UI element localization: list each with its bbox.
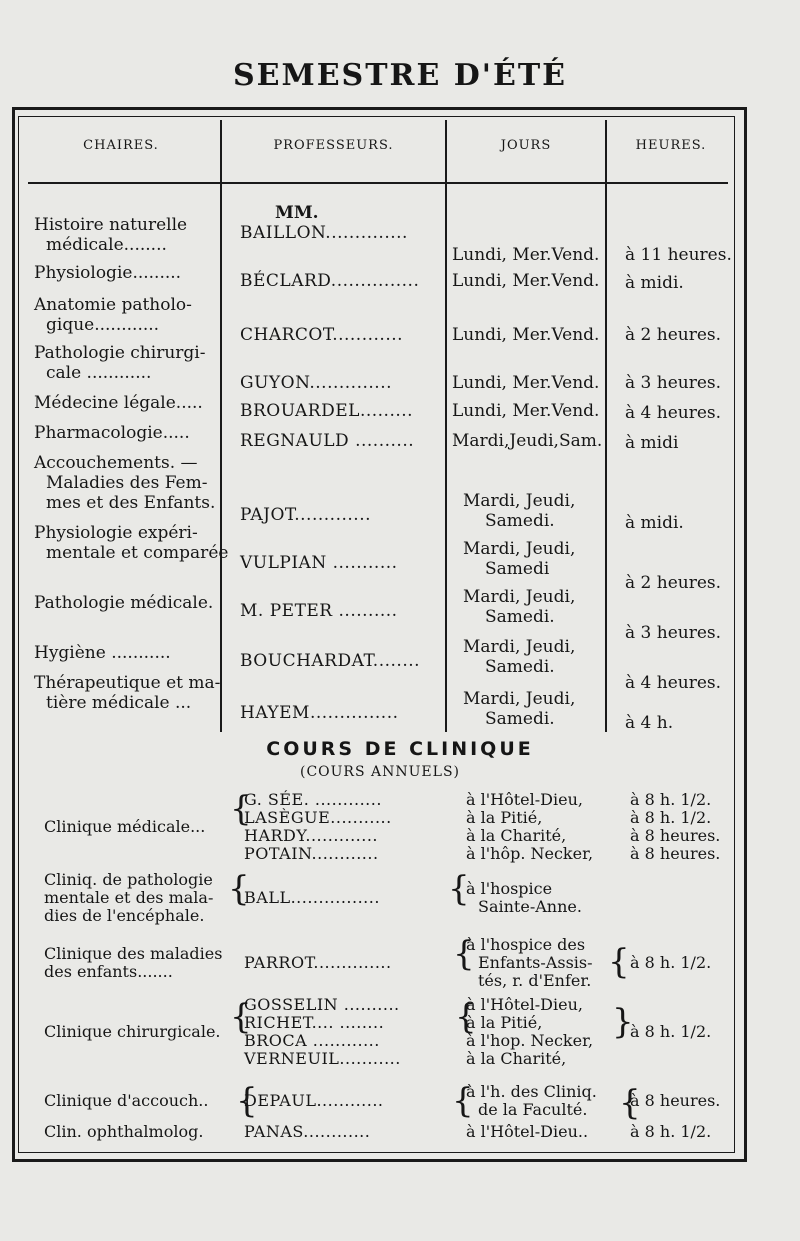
header-heures: HEURES. xyxy=(635,138,707,153)
jours-value: Mardi, Jeudi, xyxy=(463,587,576,607)
clinique-heure: à 8 heures. xyxy=(630,844,721,863)
clinique-professor-name: POTAIN............ xyxy=(244,844,379,863)
clinique-lieu: à l'hop. Necker, xyxy=(466,1031,594,1050)
heure-value: à midi. xyxy=(625,513,684,533)
chaire-label: tière médicale ... xyxy=(46,693,192,713)
clinique-lieu: tés, r. d'Enfer. xyxy=(478,971,592,990)
chaire-label: Hygiène ........... xyxy=(34,643,171,663)
professor-name: CHARCOT............ xyxy=(240,325,404,345)
clinique-lieu: à la Charité, xyxy=(466,826,567,845)
professor-name: BOUCHARDAT........ xyxy=(240,651,421,671)
chaire-label: Histoire naturelle xyxy=(34,215,188,235)
clinique-title: COURS DE CLINIQUE xyxy=(266,738,534,760)
clinique-lieu: à la Pitié, xyxy=(466,808,543,827)
heure-value: à 3 heures. xyxy=(625,623,722,643)
jours-value: Samedi xyxy=(485,559,550,579)
heure-value: à 2 heures. xyxy=(625,573,722,593)
brace-mark: { xyxy=(228,869,250,909)
heure-value: à 3 heures. xyxy=(625,373,722,393)
professor-name: BAILLON.............. xyxy=(240,223,408,243)
clinique-lieu: à l'h. des Cliniq. xyxy=(466,1082,597,1101)
jours-value: Mardi, Jeudi, xyxy=(463,689,576,709)
chaire-label: Médecine légale..... xyxy=(34,393,203,413)
clinique-professor-name: PARROT.............. xyxy=(244,953,392,972)
header-professeurs: PROFESSEURS. xyxy=(273,138,394,153)
column-divider xyxy=(220,120,222,732)
clinique-chaire-label: des enfants....... xyxy=(44,962,173,981)
heure-value: à midi. xyxy=(625,273,684,293)
chaire-label: mes et des Enfants. xyxy=(46,493,216,513)
brace-mark: { xyxy=(452,1081,474,1121)
clinique-lieu: à l'Hôtel-Dieu.. xyxy=(466,1122,589,1141)
clinique-professor-name: LASÈGUE........... xyxy=(244,808,392,827)
chaire-label: gique............ xyxy=(46,315,160,335)
clinique-chaire-label: Clin. ophthalmolog. xyxy=(44,1122,204,1141)
clinique-professor-name: PANAS............ xyxy=(244,1122,371,1141)
clinique-chaire-label: Clinique des maladies xyxy=(44,944,223,963)
brace-mark: { xyxy=(608,942,630,982)
professor-name: VULPIAN ........... xyxy=(240,553,398,573)
professor-name: BROUARDEL......... xyxy=(240,401,414,421)
brace-mark: } xyxy=(612,1002,634,1042)
heure-value: à 11 heures. xyxy=(625,245,732,265)
brace-mark: { xyxy=(453,934,475,974)
brace-mark: { xyxy=(619,1083,641,1123)
clinique-subtitle: (COURS ANNUELS) xyxy=(299,764,460,780)
professor-name: BÉCLARD............... xyxy=(240,271,420,291)
clinique-professor-name: BROCA ............ xyxy=(244,1031,380,1050)
clinique-lieu: à la Charité, xyxy=(466,1049,567,1068)
chaire-label: Anatomie patholo- xyxy=(34,295,192,315)
jours-value: Lundi, Mer.Vend. xyxy=(452,325,600,345)
column-divider xyxy=(445,120,447,732)
jours-value: Samedi. xyxy=(485,709,555,729)
chaire-label: Physiologie expéri- xyxy=(34,523,198,543)
header-jours: JOURS xyxy=(500,138,552,153)
brace-mark: { xyxy=(455,997,477,1037)
clinique-professor-name: VERNEUIL........... xyxy=(244,1049,401,1068)
brace-mark: { xyxy=(230,997,252,1037)
jours-value: Lundi, Mer.Vend. xyxy=(452,373,600,393)
clinique-professor-name: HARDY............. xyxy=(244,826,378,845)
clinique-professor-name: RICHET.... ........ xyxy=(244,1013,385,1032)
jours-value: Mardi, Jeudi, xyxy=(463,491,576,511)
clinique-chaire-label: Clinique chirurgicale. xyxy=(44,1022,221,1041)
chaire-label: Pharmacologie..... xyxy=(34,423,190,443)
clinique-professor-name: GOSSELIN .......... xyxy=(244,995,400,1014)
jours-value: Samedi. xyxy=(485,607,555,627)
column-divider xyxy=(605,120,607,732)
chaire-label: cale ............ xyxy=(46,363,152,383)
heure-value: à midi xyxy=(625,433,679,453)
clinique-heure: à 8 h. 1/2. xyxy=(630,808,712,827)
clinique-heure: à 8 heures. xyxy=(630,826,721,845)
clinique-lieu: Enfants-Assis- xyxy=(478,953,593,972)
brace-mark: { xyxy=(448,869,470,909)
clinique-heure: à 8 h. 1/2. xyxy=(630,790,712,809)
heure-value: à 4 h. xyxy=(625,713,674,733)
professor-name: REGNAULD .......... xyxy=(240,431,415,451)
clinique-lieu: Sainte-Anne. xyxy=(478,897,582,916)
jours-value: Lundi, Mer.Vend. xyxy=(452,245,600,265)
chaire-label: mentale et comparée xyxy=(46,543,229,563)
clinique-professor-name: BALL................ xyxy=(244,888,380,907)
clinique-lieu: à l'hôp. Necker, xyxy=(466,844,594,863)
clinique-lieu: à l'Hôtel-Dieu, xyxy=(466,790,583,809)
jours-value: Mardi,Jeudi,Sam. xyxy=(452,431,603,451)
clinique-professor-name: DEPAUL............ xyxy=(244,1091,384,1110)
heure-value: à 4 heures. xyxy=(625,403,722,423)
professor-name: GUYON.............. xyxy=(240,373,393,393)
clinique-lieu: à l'Hôtel-Dieu, xyxy=(466,995,583,1014)
professor-name: HAYEM............... xyxy=(240,703,399,723)
clinique-chaire-label: Clinique d'accouch.. xyxy=(44,1091,209,1110)
chaire-label: Accouchements. — xyxy=(34,453,198,473)
header-chaires: CHAIRES. xyxy=(83,138,159,153)
clinique-heure: à 8 h. 1/2. xyxy=(630,953,712,972)
brace-mark: { xyxy=(236,1081,258,1121)
mm-label: MM. xyxy=(275,203,319,223)
jours-value: Samedi. xyxy=(485,657,555,677)
chaire-label: médicale........ xyxy=(46,235,167,255)
professor-name: PAJOT............. xyxy=(240,505,371,525)
brace-mark: { xyxy=(230,789,252,829)
page-title: SEMESTRE D'ÉTÉ xyxy=(232,58,568,93)
clinique-lieu: de la Faculté. xyxy=(478,1100,588,1119)
clinique-chaire-label: Cliniq. de pathologie xyxy=(44,870,213,889)
clinique-heure: à 8 heures. xyxy=(630,1091,721,1110)
jours-value: Mardi, Jeudi, xyxy=(463,539,576,559)
clinique-chaire-label: mentale et des mala- xyxy=(44,888,214,907)
clinique-chaire-label: dies de l'encéphale. xyxy=(44,906,205,925)
chaire-label: Physiologie......... xyxy=(34,263,182,283)
clinique-lieu: à l'hospice xyxy=(466,879,553,898)
professor-name: M. PETER .......... xyxy=(240,601,398,621)
jours-value: Lundi, Mer.Vend. xyxy=(452,401,600,421)
clinique-professor-name: G. SÉE. ............ xyxy=(244,790,382,809)
chaire-label: Pathologie chirurgi- xyxy=(34,343,206,363)
chaire-label: Thérapeutique et ma- xyxy=(34,673,221,693)
clinique-lieu: à l'hospice des xyxy=(466,935,586,954)
clinique-lieu: à la Pitié, xyxy=(466,1013,543,1032)
clinique-heure: à 8 h. 1/2. xyxy=(630,1022,712,1041)
heure-value: à 2 heures. xyxy=(625,325,722,345)
jours-value: Samedi. xyxy=(485,511,555,531)
jours-value: Mardi, Jeudi, xyxy=(463,637,576,657)
clinique-chaire-label: Clinique médicale... xyxy=(44,817,206,836)
header-rule xyxy=(28,182,728,184)
clinique-heure: à 8 h. 1/2. xyxy=(630,1122,712,1141)
heure-value: à 4 heures. xyxy=(625,673,722,693)
chaire-label: Maladies des Fem- xyxy=(46,473,208,493)
jours-value: Lundi, Mer.Vend. xyxy=(452,271,600,291)
chaire-label: Pathologie médicale. xyxy=(34,593,214,613)
